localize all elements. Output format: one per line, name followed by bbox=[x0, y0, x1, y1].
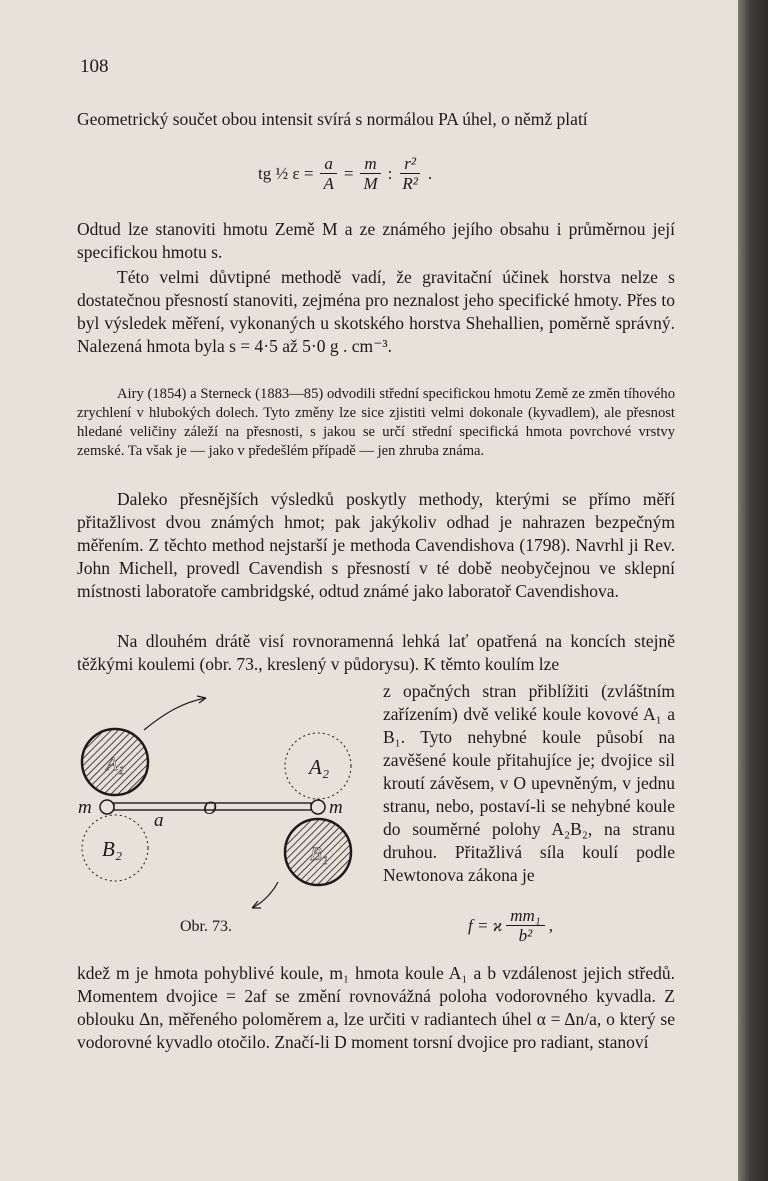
formula-newton bbox=[468, 906, 553, 945]
formula-end: . bbox=[427, 163, 433, 183]
fraction-r2-over-R2 bbox=[398, 154, 421, 193]
fraction-numerator: mm₁ bbox=[506, 906, 544, 926]
figure-caption: Obr. 73. bbox=[180, 918, 232, 935]
fraction-a-over-A bbox=[319, 154, 337, 193]
paragraph-apparatus: Na dlouhém drátě visí rovnoramenná lehká lať opatřená na koncích stejně těžkými koulemi (obr. 73., kreslený v půdorysu). K těmto koulím lze bbox=[77, 631, 675, 674]
fraction-numerator: m bbox=[360, 154, 380, 174]
fraction-denominator: M bbox=[363, 174, 378, 193]
label-a: a bbox=[154, 810, 164, 831]
paragraph-cavendish: Daleko přesnějších výsledků poskytly methody, kterými se přímo měří přitažlivost dvou známých hmot; pak jakýkoliv odhad je nahrazen bezpečným měřením. Z těchto method nejstarší je methoda Cavendishova (1798). Navrhl ji Rev. John Michell, provedl Cavendish s přesností v té době neobyčejnou ve sklepní místnosti laboratoře cambridgské, odtud známé jako laboratoř Cavendishova. bbox=[77, 489, 675, 601]
fraction-denominator: b² bbox=[518, 926, 533, 945]
arrow-bottom-head bbox=[252, 901, 261, 908]
paragraph-apparatus-right: z opačných stran přiblížiti (zvláštním zařízením) dvě veliké koule kovové A₁ a B₁. Tyto nehybné koule působí na zavěšené koule přitahujíce je; dvojice sil kroutí závěsem, v O upevněným, v jednu stranu, nebo, postaví-li se nehybné koule do souměrné polohy A₂B₂, na stranu druhou. Přitažlivá síla koulí podle Newtonova zákona je bbox=[383, 681, 675, 885]
formula-lhs: f = ϰ bbox=[468, 915, 503, 935]
fraction-numerator: a bbox=[320, 154, 337, 174]
fraction-denominator: A bbox=[323, 174, 334, 193]
fraction-numerator: r² bbox=[400, 154, 420, 174]
fraction-m-over-M bbox=[359, 154, 381, 193]
small-ball-right bbox=[311, 800, 325, 814]
label-m-right: m bbox=[329, 797, 343, 818]
label-B2: B₂ bbox=[102, 837, 123, 861]
equals-sign: = bbox=[343, 163, 354, 183]
page-number: 108 bbox=[80, 56, 109, 77]
label-O: O bbox=[203, 798, 217, 819]
small-ball-left bbox=[100, 800, 114, 814]
note-airy-sterneck: Airy (1854) a Sterneck (1883—85) odvodili střední specifickou hmotu Země ze změn tíhového zrychlení v hlubokých dolech. Tyto změny lze sice zjistiti velmi dokonale (kyvadlem), ale přesnost hledané veličiny záleží na přesnosti, s jakou se určí střední specifická hmota povrchové vrstvy zemské. Ta však je — jako v předešlém případě — jen zhruba známa. bbox=[77, 386, 675, 459]
paragraph-moment: kdež m je hmota pohyblivé koule, m₁ hmota koule A₁ a b vzdálenost jejich středů. Momentem dvojice = 2af se změní rovnovážná poloha vodorovného kyvadla. Z oblouku Δn, měřeného poloměrem a, lze určiti v radiantech úhel α = Δn/a, o který se vodorovné kyvadlo otočilo. Značí-li D moment torsní dvojice pro radiant, stanoví bbox=[77, 963, 675, 1052]
paragraph-intensity: Geometrický součet obou intensit svírá s normálou PA úhel, o němž platí bbox=[77, 109, 588, 129]
label-A1: A₁ bbox=[106, 754, 125, 775]
paragraph-method-flaw: Této velmi důvtipné methodě vadí, že gravitační účinek horstva nelze s dostatečnou přesností stanoviti, zejména pro neznalost jeho specifické hmoty. Přes to byl výsledek měření, vykonaných u skotského horstva Shehallien, poměrně správný. Nalezená hmota byla s = 4·5 až 5·0 g . cm⁻³. bbox=[77, 267, 675, 356]
formula-tangent bbox=[258, 154, 432, 193]
colon-sign: : bbox=[387, 163, 393, 183]
arrow-top bbox=[144, 698, 206, 730]
figure-torsion-balance bbox=[66, 690, 376, 940]
formula-lhs: tg ½ ε = bbox=[258, 163, 314, 183]
book-spine-shadow bbox=[738, 0, 768, 1181]
paragraph-earth-mass: Odtud lze stanoviti hmotu Země M a ze známého jejího obsahu i průměrnou její specifickou hmotu s. bbox=[77, 219, 675, 262]
label-B1: B₁ bbox=[310, 844, 329, 865]
fraction-denominator: R² bbox=[402, 174, 418, 193]
fraction-mm1-over-b2 bbox=[506, 906, 544, 945]
label-m-left: m bbox=[78, 797, 92, 818]
label-A2: A₂ bbox=[309, 755, 330, 779]
formula-end: , bbox=[548, 915, 553, 935]
